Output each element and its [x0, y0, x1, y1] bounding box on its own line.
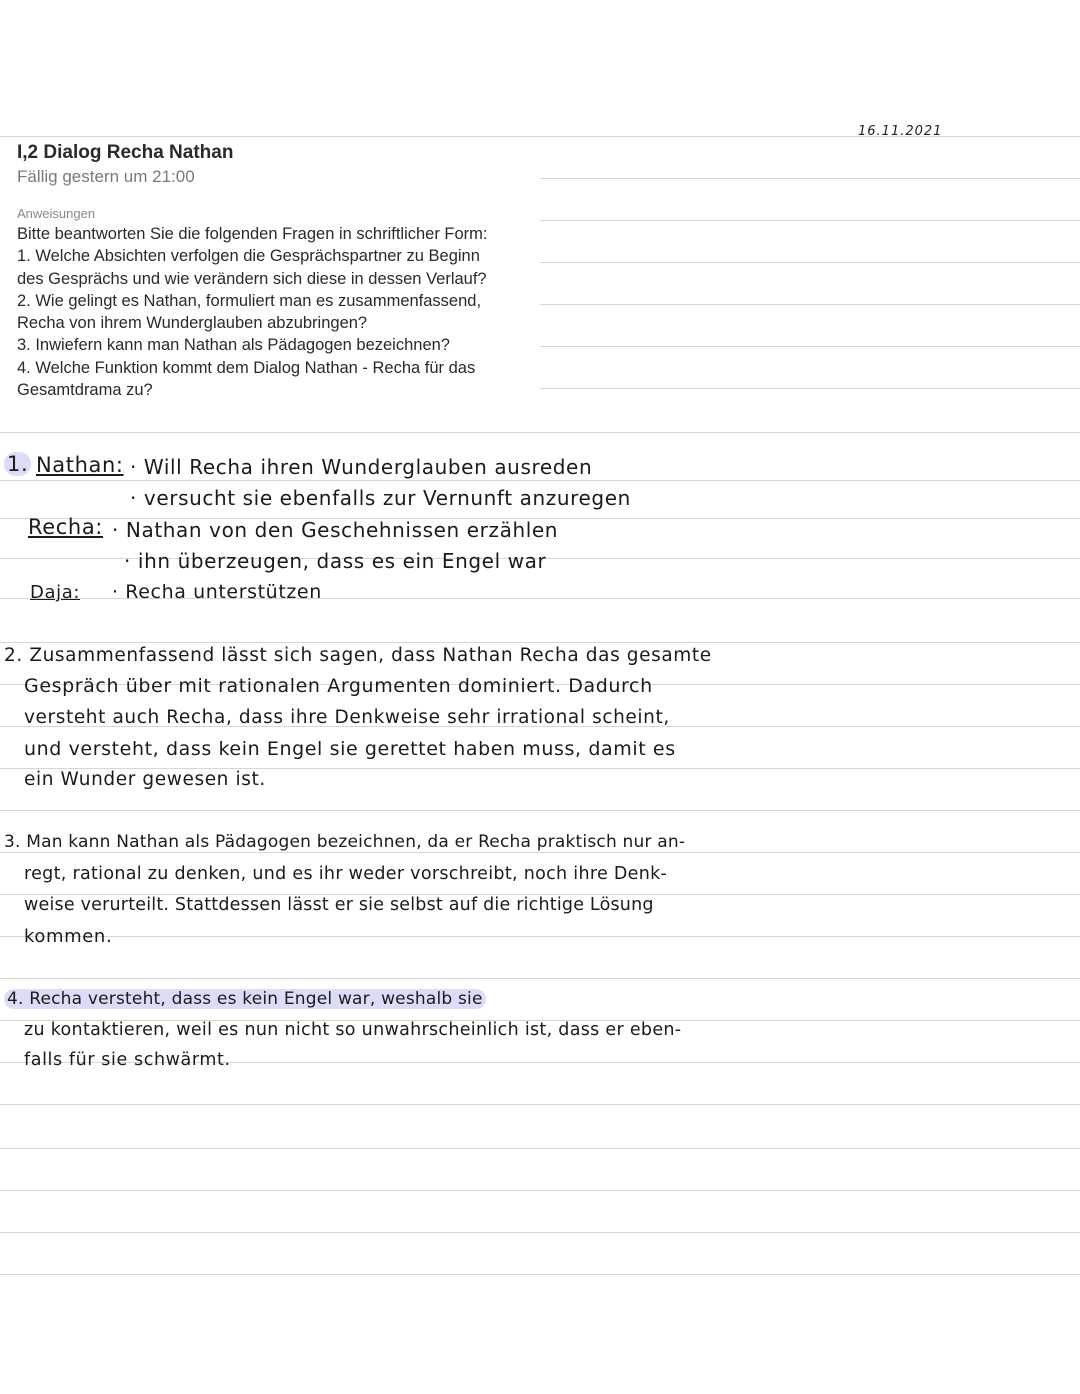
answer-3-line: weise verurteilt. Stattdessen lässt er sie selbst auf die richtige Lösung	[24, 895, 654, 915]
answer-2-line: ein Wunder gewesen ist.	[24, 769, 266, 790]
instruction-line: des Gesprächs und wie verändern sich diese in dessen Verlauf?	[17, 269, 487, 288]
answer-1-recha-label: Recha:	[28, 515, 103, 539]
answer-1-recha-line: · ihn überzeugen, dass es ein Engel war	[124, 549, 547, 573]
answer-1-recha-line: · Nathan von den Geschehnissen erzählen	[112, 518, 559, 542]
answer-1-number-text: 1.	[4, 452, 31, 476]
ruled-line	[540, 388, 1080, 389]
answer-3-line: 3. Man kann Nathan als Pädagogen bezeichnen, da er Recha praktisch nur an-	[4, 832, 686, 852]
instruction-line: Recha von ihrem Wunderglauben abzubringen?	[17, 314, 368, 333]
instruction-line: 4. Welche Funktion kommt dem Dialog Nathan - Recha für das	[17, 358, 476, 377]
ruled-line	[540, 304, 1080, 305]
answer-1-number	[4, 452, 31, 476]
answer-4-line: zu kontaktieren, weil es nun nicht so unwahrscheinlich ist, dass er eben-	[24, 1020, 682, 1040]
answer-2-line: versteht auch Recha, dass ihre Denkweise sehr irrational scheint,	[24, 707, 670, 728]
instruction-line: 3. Inwiefern kann man Nathan als Pädagogen bezeichnen?	[17, 336, 450, 355]
instruction-line: 1. Welche Absichten verfolgen die Gesprächspartner zu Beginn	[17, 247, 480, 266]
ruled-line	[540, 220, 1080, 221]
answer-1-nathan-line: · Will Recha ihren Wunderglauben ausreden	[130, 455, 593, 479]
ruled-line	[0, 1148, 1080, 1149]
instruction-line: 2. Wie gelingt es Nathan, formuliert man es zusammenfassend,	[17, 291, 482, 310]
answer-1-daja-label: Daja:	[30, 582, 80, 603]
ruled-line	[0, 936, 1080, 937]
ruled-line	[0, 1190, 1080, 1191]
assignment-title: I,2 Dialog Recha Nathan	[17, 142, 234, 163]
answer-1-daja-line: · Recha unterstützen	[112, 581, 322, 603]
ruled-line	[540, 346, 1080, 347]
answer-3-line: kommen.	[24, 926, 113, 947]
ruled-line	[0, 852, 1080, 853]
ruled-line	[540, 178, 1080, 179]
instruction-line: Bitte beantworten Sie die folgenden Fragen in schriftlicher Form:	[17, 225, 488, 243]
ruled-line	[0, 1274, 1080, 1275]
answer-4-line-text: 4. Recha versteht, dass es kein Engel war, weshalb sie	[4, 989, 486, 1009]
answer-4-line: falls für sie schwärmt.	[24, 1050, 231, 1070]
answer-2-line: Gespräch über mit rationalen Argumenten dominiert. Dadurch	[24, 675, 653, 697]
answer-1-nathan-label: Nathan:	[36, 453, 124, 477]
answer-2-line: 2. Zusammenfassend lässt sich sagen, dass Nathan Recha das gesamte	[4, 645, 712, 666]
ruled-line	[0, 480, 1080, 481]
ruled-line	[540, 262, 1080, 263]
ruled-line	[0, 1104, 1080, 1105]
assignment-due: Fällig gestern um 21:00	[17, 167, 195, 186]
ruled-line	[0, 1232, 1080, 1233]
answer-4-line	[4, 989, 486, 1009]
instructions-text	[17, 223, 547, 401]
ruled-line	[0, 642, 1080, 643]
ruled-line	[0, 432, 1080, 433]
instruction-line: Gesamtdrama zu?	[17, 381, 153, 400]
ruled-line	[0, 810, 1080, 811]
note-date: 16.11.2021	[858, 124, 943, 139]
answer-2-line: und versteht, dass kein Engel sie gerettet haben muss, damit es	[24, 738, 676, 760]
answer-1-nathan-line: · versucht sie ebenfalls zur Vernunft anzuregen	[130, 486, 631, 510]
ruled-line	[0, 978, 1080, 979]
instructions-label: Anweisungen	[17, 206, 96, 221]
answer-3-line: regt, rational zu denken, und es ihr weder vorschreibt, noch ihre Denk-	[24, 864, 668, 884]
